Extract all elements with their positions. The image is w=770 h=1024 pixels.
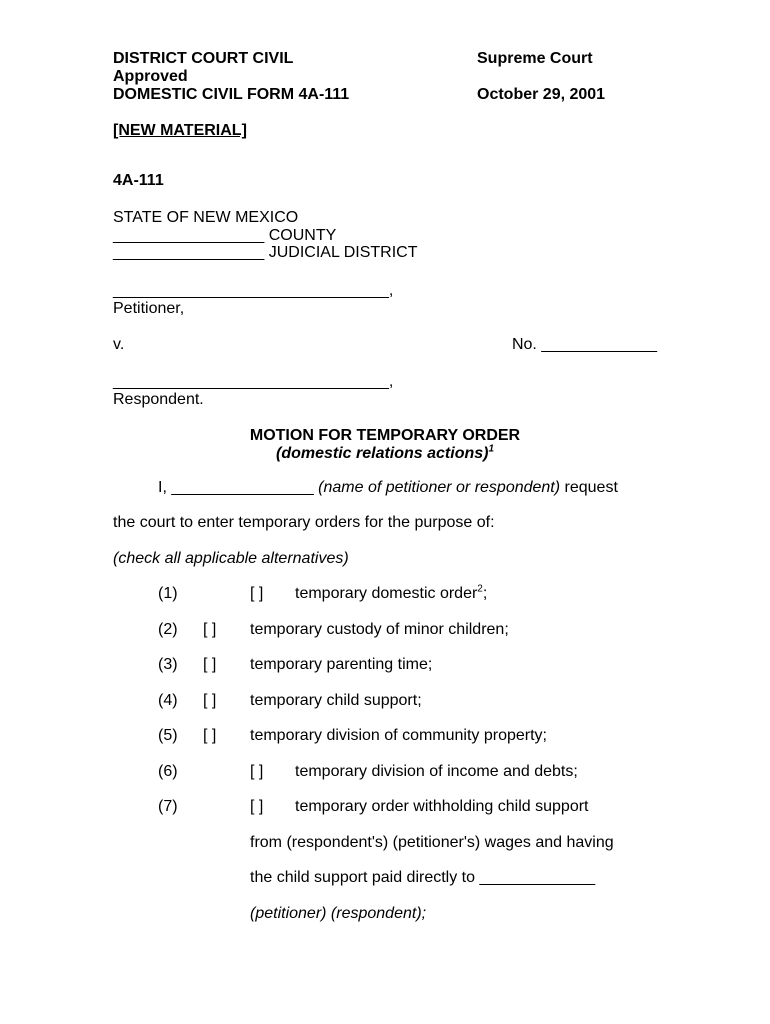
item-number: (1) xyxy=(158,585,178,602)
issuing-court-label: Supreme Court xyxy=(477,50,593,67)
checkbox-4: [ ] xyxy=(203,691,217,709)
form-number-heading: 4A-111 xyxy=(113,172,164,189)
district-label: JUDICIAL DISTRICT xyxy=(264,244,418,261)
list-item-4 xyxy=(113,683,657,719)
movant-name-blank: ________________ xyxy=(171,478,314,496)
district-line xyxy=(113,244,657,262)
footnote-marker-2: 2 xyxy=(477,583,483,595)
item-number: (6) xyxy=(158,762,178,780)
item-7-continuation-2 xyxy=(113,860,657,896)
item-text: temporary custody of minor children; xyxy=(250,620,509,638)
item-text: temporary division of income and debts; xyxy=(295,762,578,780)
item-text: temporary parenting time; xyxy=(250,656,433,673)
new-material-heading: [NEW MATERIAL] xyxy=(113,122,247,139)
title-line-1: MOTION FOR TEMPORARY ORDER xyxy=(249,426,521,444)
district-fill-in-blank: _________________ xyxy=(113,244,265,261)
document-body xyxy=(113,470,657,932)
list-item-2 xyxy=(113,612,657,648)
respondent-name-blank: _______________________________, xyxy=(113,372,394,390)
payee-fill-in-blank: _____________ xyxy=(479,869,596,886)
case-number-label: No. xyxy=(511,335,542,353)
item-number: (3) xyxy=(158,656,178,673)
header-row-2 xyxy=(113,68,657,86)
checkbox-2: [ ] xyxy=(203,620,217,638)
item-7-continuation-3: (petitioner) (respondent); xyxy=(250,904,427,922)
intro-lead: I, xyxy=(158,478,172,496)
checkbox-7: [ ] xyxy=(250,798,264,815)
item-7-cont2-text: the child support paid directly to xyxy=(250,869,480,886)
item-text: temporary child support; xyxy=(250,691,422,709)
court-type-label: DISTRICT COURT CIVIL xyxy=(113,50,294,67)
list-item-5 xyxy=(113,718,657,754)
respondent-label: Respondent. xyxy=(113,390,204,408)
state-line: STATE OF NEW MEXICO xyxy=(113,209,299,226)
intro-tail: request xyxy=(564,478,618,496)
item-number: (5) xyxy=(158,727,178,744)
item-1-suffix: ; xyxy=(482,585,488,602)
header-row-1 xyxy=(113,50,657,68)
document-title xyxy=(113,427,657,463)
intro-line-1 xyxy=(113,470,657,506)
header-row-2-right xyxy=(477,68,657,86)
list-item-1 xyxy=(113,576,657,612)
versus-row xyxy=(113,336,657,354)
item-number: (4) xyxy=(158,691,178,709)
item-text: temporary division of community property; xyxy=(250,727,547,744)
item-text: temporary order withholding child support xyxy=(295,798,589,815)
approved-label: Approved xyxy=(113,68,188,85)
county-label: COUNTY xyxy=(264,226,337,244)
item-1-text: temporary domestic order xyxy=(295,585,478,602)
title-subtitle-text: (domestic relations actions) xyxy=(275,444,489,462)
versus-label: v. xyxy=(113,335,125,353)
checkbox-5: [ ] xyxy=(203,727,217,744)
approval-date-label: October 29, 2001 xyxy=(477,86,606,103)
item-7-continuation-1: from (respondent's) (petitioner's) wages and having xyxy=(250,833,614,851)
case-number-blank: _____________ xyxy=(541,335,657,353)
title-line-2 xyxy=(113,445,657,463)
intro-instruction: (name of petitioner or respondent) xyxy=(313,478,565,496)
item-text xyxy=(295,576,657,612)
petitioner-block xyxy=(113,282,657,318)
checkbox-3: [ ] xyxy=(203,656,217,673)
list-item-7 xyxy=(113,789,657,825)
item-number: (2) xyxy=(158,620,178,638)
check-instruction: (check all applicable alternatives) xyxy=(113,549,349,567)
checkbox-6: [ ] xyxy=(250,762,264,780)
respondent-block xyxy=(113,373,657,409)
document-header xyxy=(113,50,657,104)
list-item-6 xyxy=(113,754,657,790)
county-line xyxy=(113,227,657,245)
footnote-marker-1: 1 xyxy=(488,443,494,455)
county-fill-in-blank: _________________ xyxy=(113,226,265,244)
petitioner-label: Petitioner, xyxy=(113,299,185,317)
petitioner-name-blank: _______________________________, xyxy=(113,281,394,299)
header-row-3 xyxy=(113,86,657,104)
intro-line-2: the court to enter temporary orders for the purpose of: xyxy=(113,514,495,531)
checkbox-1: [ ] xyxy=(250,585,264,602)
form-id-label: DOMESTIC CIVIL FORM 4A-111 xyxy=(113,86,350,103)
court-caption xyxy=(113,209,657,262)
case-number-group xyxy=(512,336,657,354)
item-number: (7) xyxy=(158,798,178,815)
list-item-3 xyxy=(113,647,657,683)
